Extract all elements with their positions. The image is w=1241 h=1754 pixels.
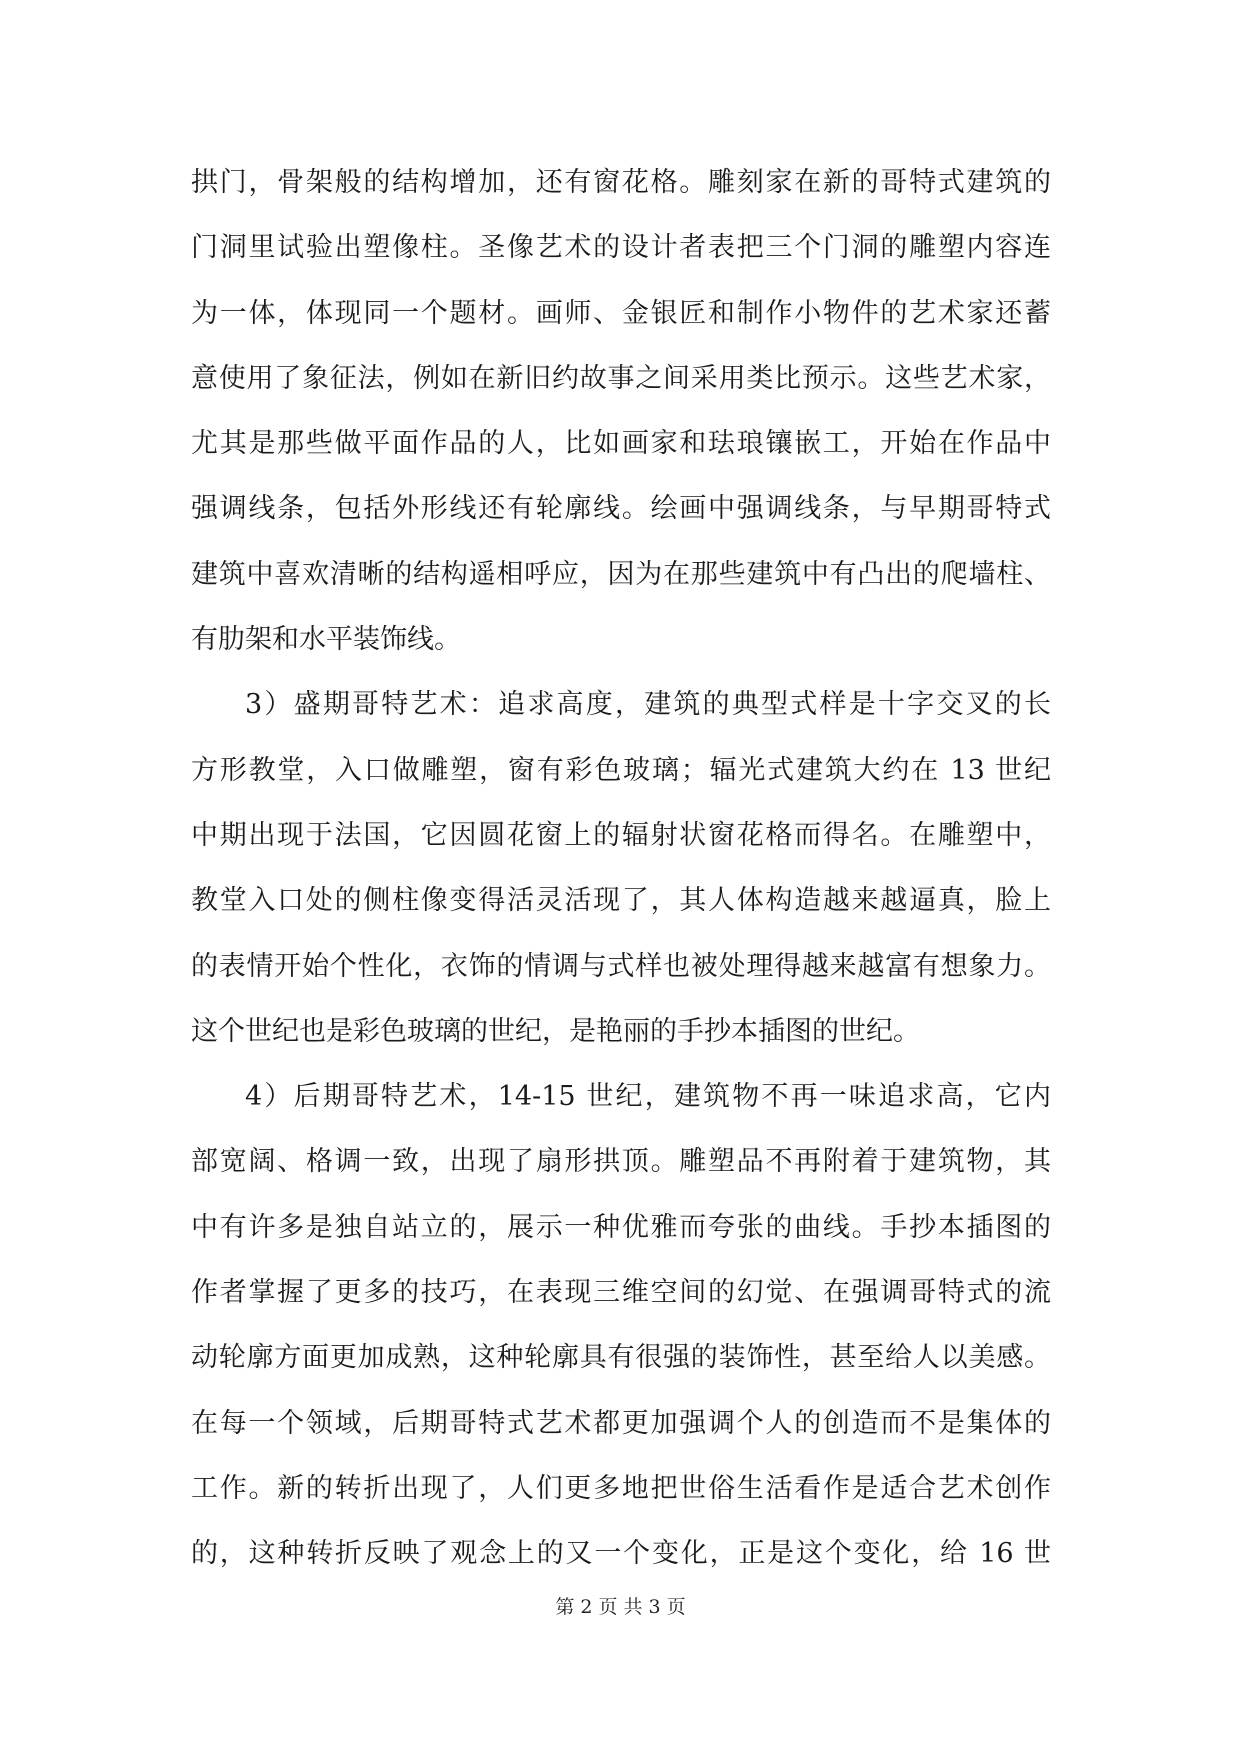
text-line: 的表情开始个性化，衣饰的情调与式样也被处理得越来越富有想象力。 bbox=[191, 950, 1051, 982]
text-line: 作者掌握了更多的技巧，在表现三维空间的幻觉、在强调哥特式的流 bbox=[191, 1277, 1051, 1309]
text-line: 强调线条，包括外形线还有轮廓线。绘画中强调线条，与早期哥特式 bbox=[191, 493, 1051, 525]
text-line: 3）盛期哥特艺术：追求高度，建筑的典型式样是十字交叉的长 bbox=[245, 689, 1051, 721]
text-line: 中有许多是独自站立的，展示一种优雅而夸张的曲线。手抄本插图的 bbox=[191, 1211, 1051, 1243]
text-line: 的，这种转折反映了观念上的又一个变化，正是这个变化，给 16 世 bbox=[191, 1538, 1051, 1570]
text-line: 门洞里试验出塑像柱。圣像艺术的设计者表把三个门洞的雕塑内容连 bbox=[191, 232, 1051, 264]
page-number-footer: 第 2 页 共 3 页 bbox=[555, 1596, 686, 1618]
text-line: 方形教堂，入口做雕塑，窗有彩色玻璃；辐光式建筑大约在 13 世纪 bbox=[191, 754, 1051, 786]
text-line: 动轮廓方面更加成熟，这种轮廓具有很强的装饰性，甚至给人以美感。 bbox=[191, 1342, 1051, 1374]
text-line: 工作。新的转折出现了，人们更多地把世俗生活看作是适合艺术创作 bbox=[191, 1472, 1051, 1504]
text-line: 有肋架和水平装饰线。 bbox=[191, 624, 461, 656]
text-line: 中期出现于法国，它因圆花窗上的辐射状窗花格而得名。在雕塑中， bbox=[191, 819, 1051, 851]
text-line: 在每一个领域，后期哥特式艺术都更加强调个人的创造而不是集体的 bbox=[191, 1407, 1051, 1439]
text-line: 4）后期哥特艺术，14-15 世纪，建筑物不再一味追求高，它内 bbox=[245, 1081, 1051, 1113]
text-line: 部宽阔、格调一致，出现了扇形拱顶。雕塑品不再附着于建筑物，其 bbox=[191, 1146, 1051, 1178]
body-text bbox=[191, 155, 1051, 1592]
text-line: 拱门，骨架般的结构增加，还有窗花格。雕刻家在新的哥特式建筑的 bbox=[191, 167, 1051, 198]
text-line: 教堂入口处的侧柱像变得活灵活现了，其人体构造越来越逼真，脸上 bbox=[191, 885, 1051, 917]
text-line: 尤其是那些做平面作品的人，比如画家和珐琅镶嵌工，开始在作品中 bbox=[191, 428, 1051, 460]
text-line: 建筑中喜欢清晰的结构遥相呼应，因为在那些建筑中有凸出的爬墙柱、 bbox=[191, 558, 1051, 590]
text-line: 这个世纪也是彩色玻璃的世纪，是艳丽的手抄本插图的世纪。 bbox=[191, 1015, 920, 1047]
text-line: 意使用了象征法，例如在新旧约故事之间采用类比预示。这些艺术家， bbox=[191, 362, 1051, 394]
text-line: 为一体，体现同一个题材。画师、金银匠和制作小物件的艺术家还蓄 bbox=[191, 297, 1051, 329]
